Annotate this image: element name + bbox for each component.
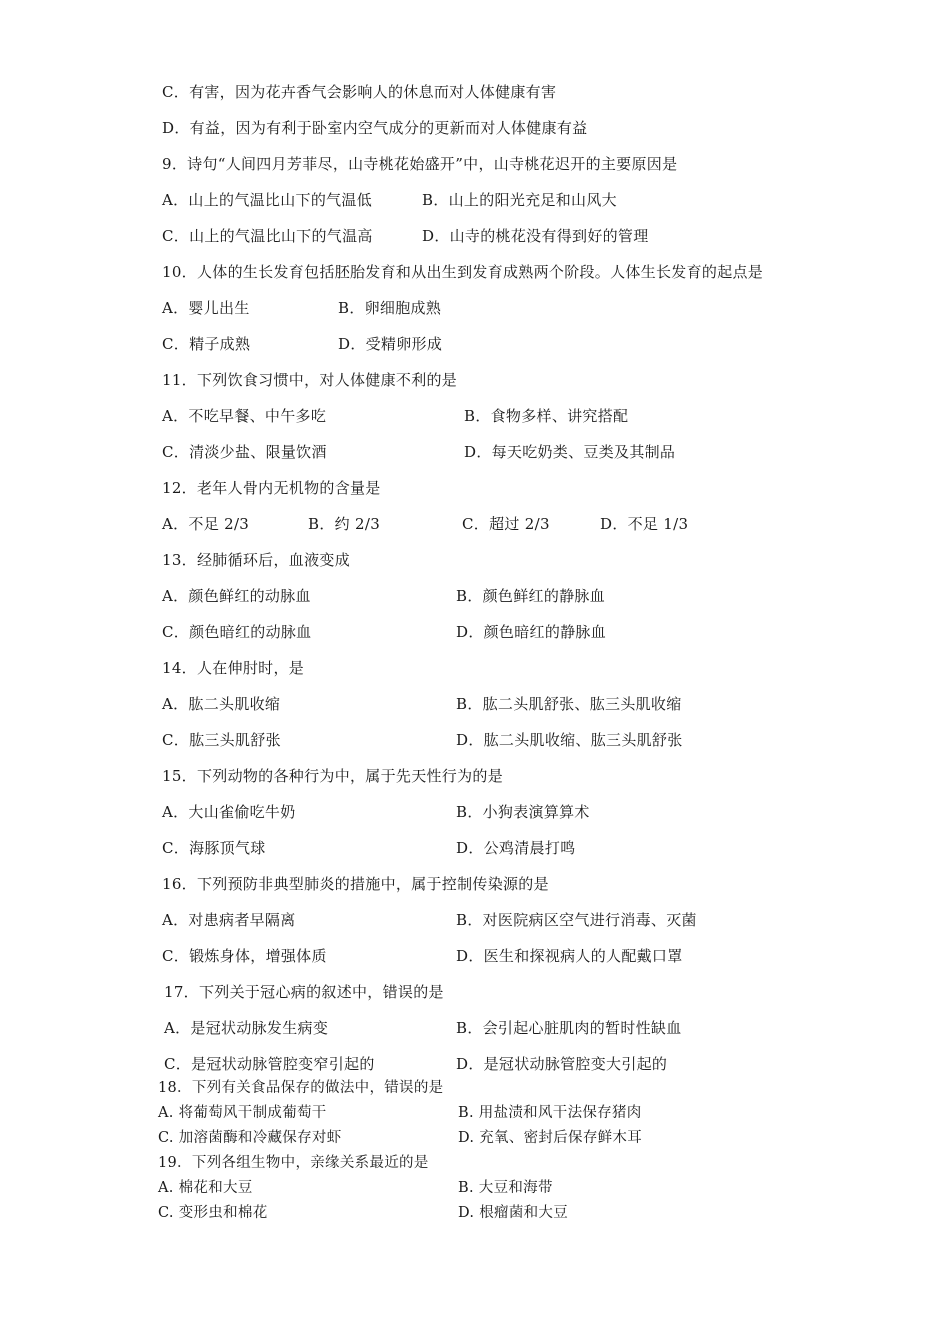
q15-option-c: C．海豚顶气球 (162, 839, 266, 857)
q14-option-c: C．肱三头肌舒张 (162, 731, 281, 749)
q15-option-b: B．小狗表演算算术 (456, 803, 590, 821)
q10-option-a: A．婴儿出生 (162, 299, 250, 317)
q14-option-a: A．肱二头肌收缩 (162, 695, 281, 713)
q9-stem: 9．诗句“人间四月芳菲尽，山寺桃花始盛开”中，山寺桃花迟开的主要原因是 (162, 155, 678, 173)
q17-option-a: A．是冠状动脉发生病变 (164, 1019, 329, 1037)
q18-stem: 18．下列有关食品保存的做法中，错误的是 (158, 1080, 444, 1096)
q11-stem: 11．下列饮食习惯中，对人体健康不利的是 (162, 371, 458, 389)
q17-option-d: D．是冠状动脉管腔变大引起的 (456, 1055, 668, 1073)
q13-stem: 13．经肺循环后，血液变成 (162, 551, 350, 569)
q17-stem: 17．下列关于冠心病的叙述中，错误的是 (164, 983, 444, 1001)
q16-option-d: D．医生和探视病人的人配戴口罩 (456, 947, 683, 965)
q16-option-a: A．对患病者早隔离 (162, 911, 296, 929)
q9-option-a: A．山上的气温比山下的气温低 (162, 191, 373, 209)
q14-option-d: D．肱二头肌收缩、肱三头肌舒张 (456, 731, 683, 749)
q13-option-b: B．颜色鲜红的静脉血 (456, 587, 606, 605)
q14-option-b: B．肱二头肌舒张、肱三头肌收缩 (456, 695, 682, 713)
q13-option-c: C．颜色暗红的动脉血 (162, 623, 312, 641)
q19-option-c: C. 变形虫和棉花 (158, 1205, 268, 1221)
q12-stem: 12．老年人骨内无机物的含量是 (162, 479, 381, 497)
q16-option-c: C．锻炼身体，增强体质 (162, 947, 327, 965)
q13-option-d: D．颜色暗红的静脉血 (456, 623, 607, 641)
q11-option-b: B．食物多样、讲究搭配 (464, 407, 629, 425)
q15-option-d: D．公鸡清晨打鸣 (456, 839, 576, 857)
q15-stem: 15．下列动物的各种行为中，属于先天性行为的是 (162, 767, 503, 785)
q17-option-b: B．会引起心脏肌肉的暂时性缺血 (456, 1019, 682, 1037)
q9-option-b: B．山上的阳光充足和山风大 (422, 191, 617, 209)
q10-option-c: C．精子成熟 (162, 335, 251, 353)
q19-option-a: A. 棉花和大豆 (158, 1180, 253, 1196)
q12-option-a: A．不足 2/3 (162, 515, 250, 533)
q17-option-c: C．是冠状动脉管腔变窄引起的 (164, 1055, 375, 1073)
q15-option-a: A．大山雀偷吃牛奶 (162, 803, 296, 821)
q11-option-c: C．清淡少盐、限量饮酒 (162, 443, 327, 461)
q14-stem: 14．人在伸肘时，是 (162, 659, 305, 677)
q9-option-d: D．山寺的桃花没有得到好的管理 (422, 227, 649, 245)
q18-option-a: A. 将葡萄风干制成葡萄干 (158, 1105, 327, 1121)
q18-option-b: B. 用盐渍和风干法保存猪肉 (458, 1105, 642, 1121)
q18-option-c: C. 加溶菌酶和冷藏保存对虾 (158, 1130, 342, 1146)
q8-option-d: D．有益，因为有利于卧室内空气成分的更新而对人体健康有益 (162, 119, 588, 137)
q16-option-b: B．对医院病区空气进行消毒、灭菌 (456, 911, 697, 929)
q12-option-c: C．超过 2/3 (462, 515, 550, 533)
q13-option-a: A．颜色鲜红的动脉血 (162, 587, 311, 605)
q8-option-c: C．有害，因为花卉香气会影响人的休息而对人体健康有害 (162, 83, 557, 101)
q9-option-c: C．山上的气温比山下的气温高 (162, 227, 373, 245)
q19-option-b: B. 大豆和海带 (458, 1180, 553, 1196)
q11-option-a: A．不吃早餐、中午多吃 (162, 407, 327, 425)
q10-stem: 10．人体的生长发育包括胚胎发育和从出生到发育成熟两个阶段。人体生长发育的起点是 (162, 263, 764, 281)
q12-option-d: D．不足 1/3 (600, 515, 689, 533)
q12-option-b: B．约 2/3 (308, 515, 381, 533)
q16-stem: 16．下列预防非典型肺炎的措施中，属于控制传染源的是 (162, 875, 549, 893)
q10-option-b: B．卵细胞成熟 (338, 299, 442, 317)
q11-option-d: D．每天吃奶类、豆类及其制品 (464, 443, 676, 461)
q19-stem: 19．下列各组生物中，亲缘关系最近的是 (158, 1155, 429, 1171)
q19-option-d: D. 根瘤菌和大豆 (458, 1205, 569, 1221)
q18-option-d: D. 充氧、密封后保存鲜木耳 (458, 1130, 643, 1146)
q10-option-d: D．受精卵形成 (338, 335, 443, 353)
